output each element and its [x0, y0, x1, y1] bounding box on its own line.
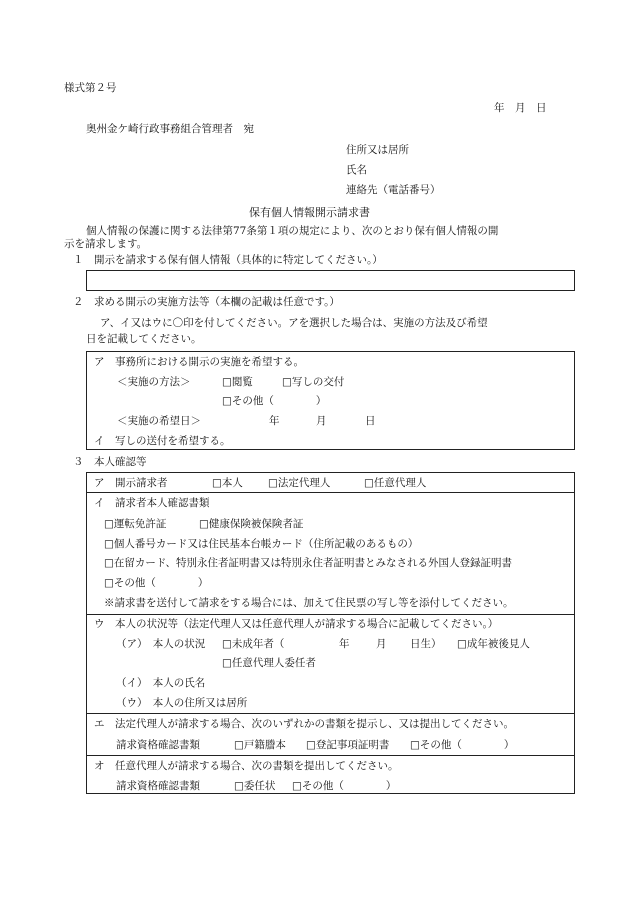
applicant-address-label: 住所又は居所	[346, 144, 409, 156]
checkbox-family-register[interactable]: □戸籍謄本	[234, 739, 286, 751]
checkbox-drivers-license[interactable]: □運転免許証	[104, 518, 167, 530]
principal-name-label: （イ） 本人の氏名	[116, 677, 206, 689]
principal-address-label: （ウ） 本人の住所又は居所	[116, 697, 248, 709]
method-label: ＜実施の方法＞	[117, 376, 191, 388]
desired-year: 年	[269, 415, 280, 427]
section2-note-2: 日を記載してください。	[86, 333, 202, 345]
requester-label: ア 開示請求者	[94, 477, 168, 489]
date-line: 年 月 日	[494, 102, 547, 114]
checkbox-voluntary-other[interactable]: □その他（ ）	[292, 780, 397, 792]
checkbox-view[interactable]: □閲覧	[222, 376, 253, 388]
checkbox-self[interactable]: □本人	[212, 477, 243, 489]
legal-agent-docs: 請求資格確認書類	[116, 739, 200, 751]
page-title: 保有個人情報開示請求書	[249, 206, 370, 219]
checkbox-other-method[interactable]: □その他（ ）	[222, 395, 327, 407]
checkbox-legal-other[interactable]: □その他（ ）	[410, 739, 515, 751]
principal-status-label: ウ 本人の状況等（法定代理人又は任意代理人が請求する場合に記載してください。）	[94, 618, 499, 630]
divider	[86, 492, 575, 493]
requested-info-field[interactable]	[86, 270, 575, 291]
legal-agent-docs-label: エ 法定代理人が請求する場合、次のいずれかの書類を提示し、又は提出してください。	[94, 718, 514, 730]
checkbox-other-id[interactable]: □その他（ ）	[104, 577, 209, 589]
option-b-mail-copy[interactable]: イ 写しの送付を希望する。	[94, 435, 231, 447]
intro-line-2: 示を請求します。	[64, 238, 148, 250]
birth-year: 年	[339, 638, 350, 650]
applicant-contact-label: 連絡先（電話番号）	[346, 184, 441, 196]
addressee: 奥州金ケ崎行政事務組合管理者 宛	[86, 123, 254, 135]
voluntary-agent-docs-label: オ 任意代理人が請求する場合、次の書類を提出してください。	[94, 760, 399, 772]
divider	[86, 614, 575, 615]
checkbox-minor[interactable]: □未成年者（	[222, 638, 285, 650]
id-documents-label: イ 請求者本人確認書類	[94, 497, 210, 509]
checkbox-health-insurance[interactable]: □健康保険被保険者証	[199, 518, 304, 530]
checkbox-my-number-card[interactable]: □個人番号カード又は住民基本台帳カード（住所記載のあるもの）	[104, 538, 419, 550]
section2-heading: ２ 求める開示の実施方法等（本欄の記載は任意です。）	[73, 296, 340, 308]
desired-date-label: ＜実施の希望日＞	[117, 415, 201, 427]
intro-line-1: 個人情報の保護に関する法律第77条第１項の規定により、次のとおり保有個人情報の開	[86, 225, 499, 237]
checkbox-copy[interactable]: □写しの交付	[282, 376, 345, 388]
principal-status: （ア） 本人の状況	[116, 638, 206, 650]
voluntary-agent-docs: 請求資格確認書類	[116, 780, 200, 792]
desired-month: 月	[316, 415, 327, 427]
desired-day: 日	[365, 415, 376, 427]
checkbox-residence-card[interactable]: □在留カード、特別永住者証明書又は特別永住者証明書とみなされる外国人登録証明書	[104, 557, 512, 569]
checkbox-voluntary-agent[interactable]: □任意代理人	[364, 477, 427, 489]
birth-day: 日生）	[410, 638, 442, 650]
birth-month: 月	[376, 638, 387, 650]
checkbox-power-of-attorney[interactable]: □委任状	[234, 780, 276, 792]
divider	[86, 755, 575, 756]
option-a-office[interactable]: ア 事務所における開示の実施を希望する。	[94, 356, 304, 368]
checkbox-adult-ward[interactable]: □成年被後見人	[457, 638, 530, 650]
divider	[86, 713, 575, 714]
checkbox-legal-agent[interactable]: □法定代理人	[268, 477, 331, 489]
section1-heading: １ 開示を請求する保有個人情報（具体的に特定してください。）	[73, 254, 383, 266]
form-number: 様式第２号	[64, 82, 117, 94]
section2-note-1: ア、イ又はウに〇印を付してください。アを選択した場合は、実施の方法及び希望	[100, 317, 488, 329]
checkbox-delegator[interactable]: □任意代理人委任者	[222, 657, 316, 669]
section3-heading: ３ 本人確認等	[73, 456, 147, 468]
applicant-name-label: 氏名	[346, 164, 367, 176]
checkbox-registry-certificate[interactable]: □登記事項証明書	[306, 739, 390, 751]
mail-request-note: ※請求書を送付して請求をする場合には、加えて住民票の写し等を添付してください。	[104, 597, 514, 609]
